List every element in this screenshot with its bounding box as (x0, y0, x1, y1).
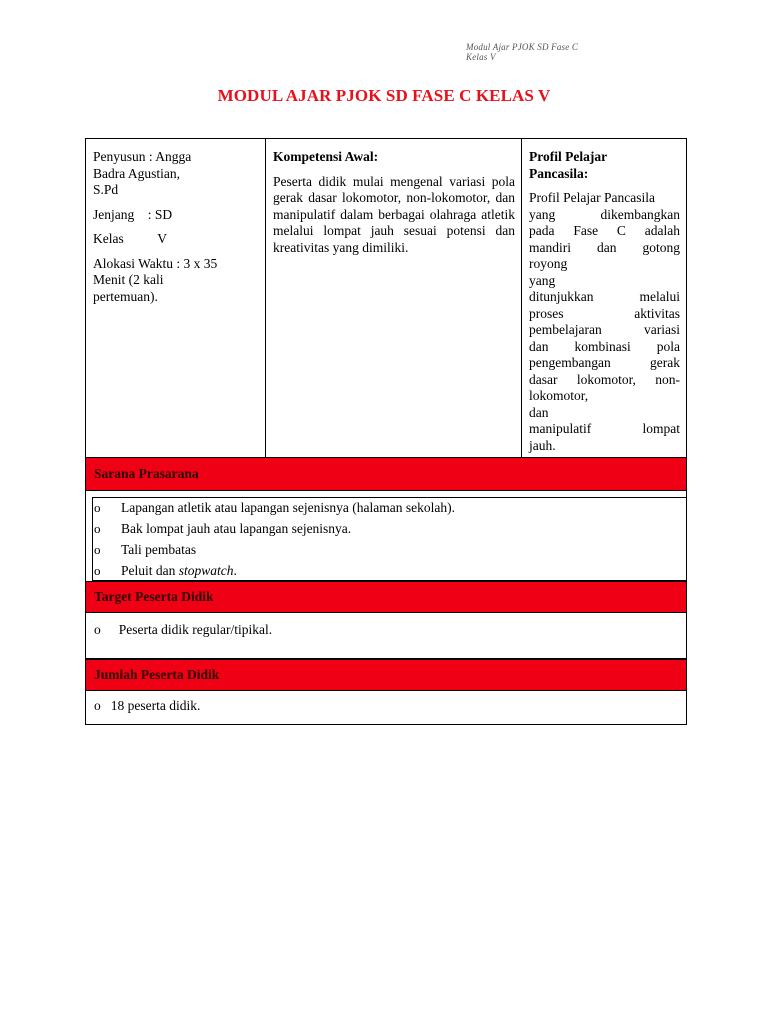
jumlah-heading: Jumlah Peserta Didik (94, 667, 220, 682)
target-heading: Target Peserta Didik (94, 589, 214, 604)
target-row (86, 613, 686, 659)
profil-text-line: dasar lokomotor, non- (529, 371, 680, 387)
profil-heading-line-2: Pancasila: (529, 165, 589, 181)
profil-text-line: ditunjukkan melalui (529, 289, 680, 304)
penyusun-line-1: Penyusun : Angga (93, 149, 192, 164)
header-note (466, 42, 578, 62)
module-table (85, 138, 687, 725)
profil-text-line: lokomotor, (529, 388, 589, 403)
kompetensi-text: Peserta didik mulai mengenal variasi pola gerak dasar lokomotor, non-lokomotor, dan manipulatif dalam berbagai olahraga atletik melalui lompat jauh sesuai potensi dan kreativitas yang dimiliki. (273, 173, 515, 255)
alokasi-line-3: pertemuan). (93, 288, 158, 304)
sarana-item: o Lapangan atletik atau lapangan sejenisnya (halaman sekolah). (94, 500, 455, 515)
target-heading-band (86, 581, 686, 613)
sarana-item: o Bak lompat jauh atau lapangan sejenisnya. (94, 521, 352, 536)
profil-text-line: pada Fase C adalah (529, 223, 680, 238)
kompetensi-cell (266, 139, 522, 457)
sarana-list (92, 497, 686, 581)
target-item: o Peserta didik regular/tipikal. (94, 622, 273, 637)
jumlah-item: o 18 peserta didik. (94, 698, 201, 713)
alokasi-line-1: Alokasi Waktu : 3 x 35 (93, 255, 218, 271)
header-note-line-2: Kelas V (466, 52, 496, 62)
profil-text-line: proses aktivitas (529, 305, 680, 321)
sarana-item: o Tali pembatas (94, 542, 197, 557)
profil-text-line: manipulatif lompat (529, 421, 680, 436)
profil-cell (522, 139, 686, 457)
profil-text-line: dan kombinasi pola (529, 338, 680, 354)
jumlah-heading-band (86, 659, 686, 691)
jumlah-row (86, 691, 686, 724)
kelas: Kelas V (93, 231, 167, 246)
penyusun-line-2: Badra Agustian, (93, 165, 180, 181)
profil-text-line: Profil Pelajar Pancasila (529, 190, 655, 205)
profil-text-line: dan (529, 404, 549, 420)
profil-text-line: yang dikembangkan (529, 206, 680, 222)
kompetensi-heading: Kompetensi Awal: (273, 149, 379, 164)
header-note-line-1: Modul Ajar PJOK SD Fase C (466, 42, 579, 52)
profil-text-line: royong (529, 256, 568, 271)
profil-text-line: jauh. (529, 437, 556, 453)
profil-text-line: pembelajaran variasi (529, 322, 680, 337)
profil-text (529, 190, 680, 454)
penyusun-line-3: S.Pd (93, 182, 119, 197)
profil-heading-line-1: Profil Pelajar (529, 149, 608, 164)
sarana-item: o Peluit dan stopwatch. (94, 563, 237, 578)
profil-text-line: mandiri dan gotong (529, 239, 680, 255)
jenjang: Jenjang : SD (93, 206, 173, 222)
identity-cell (86, 139, 266, 457)
profil-text-line: yang (529, 272, 556, 288)
sarana-heading-band (86, 457, 686, 491)
document-title: MODUL AJAR PJOK SD FASE C KELAS V (217, 86, 551, 105)
profil-text-line: pengembangan gerak (529, 355, 680, 370)
sarana-heading: Sarana Prasarana (94, 466, 199, 481)
alokasi-line-2: Menit (2 kali (93, 272, 164, 287)
